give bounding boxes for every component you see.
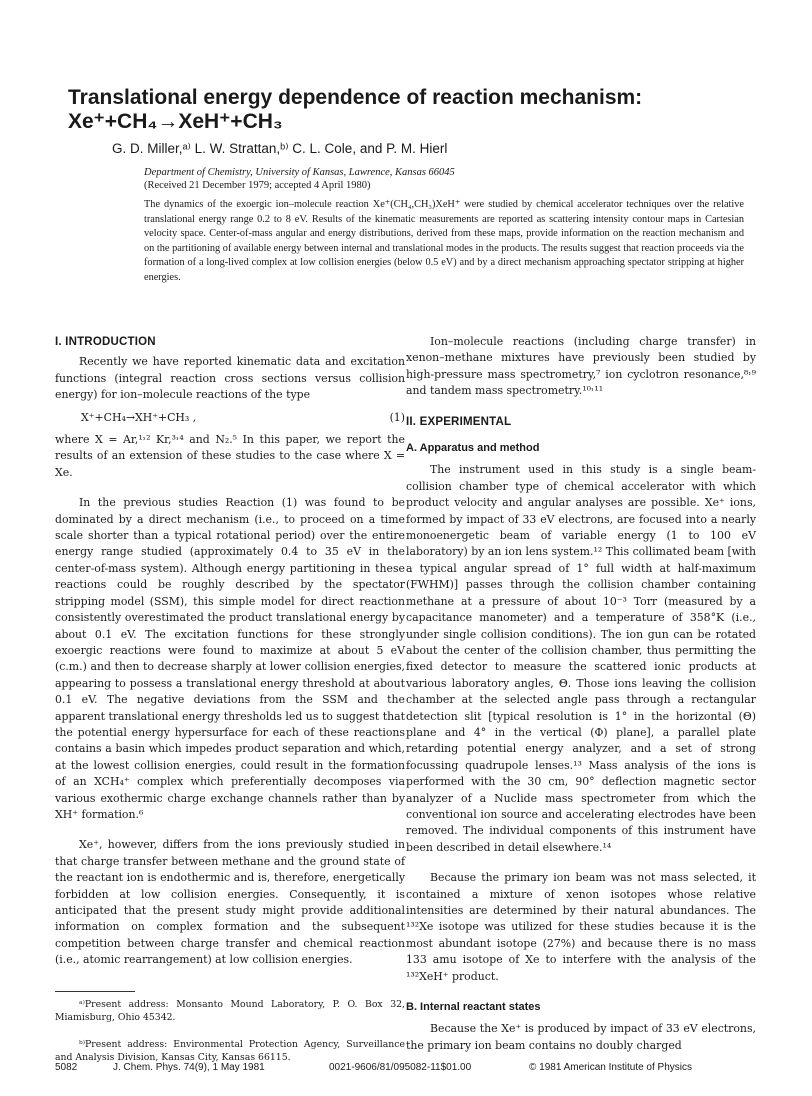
journal-citation: J. Chem. Phys. 74(9), 1 May 1981 <box>113 1062 265 1073</box>
equation-1-body: X⁺+CH₄→XH⁺+CH₃ , <box>81 410 197 424</box>
article-code: 0021-9606/81/095082-11$01.00 <box>329 1062 472 1073</box>
intro-paragraph-1-cont: where X = Ar,¹˒² Kr,³˒⁴ and N₂.⁵ In this paper, we report the results of an extension of these studies to the case where X = Xe. <box>55 433 405 479</box>
apparatus-paragraph-1: The instrument used in this study is a single beam-collision chamber type of chemical accelerator with which product velocity and angular analyses are possible. Xe⁺ ions, formed by impact of 33 eV electrons, are focused into a nearly monoenergetic beam of variable energy (1 to 100 eV laboratory) by an ion lens system.¹² This collimated beam [with a typical angular spread of 1° full width at half-maximum (FWHM)] passes through the collision chamber containing methane at a pressure of about 10⁻³ Torr (measured by a capacitance manometer) and a temperature of 358°K (i.e., under single collision conditions). The ion gun can be rotated about the center of the collision chamber, thus permitting the fixed detector to measure the scattered ionic products at various laboratory angles, Θ. Those ions leaving the collision chamber at the selected angle pass through a rectangular detection slit [typical resolution is 1° in the horizontal (Θ) plane and 4° in the vertical (Φ) plane], a parallel plate retarding potential energy analyzer, and a set of strong focussing quadrupole lenses.¹³ Mass analysis of the ions is performed with the 30 cm, 90° deflection magnetic sector analyzer of a Nuclide mass spectrometer from which the conventional ion source and accelerating electrodes have been removed. The individual components of this instrument have been described in detail elsewhere.¹⁴ <box>406 463 756 854</box>
author-list: G. D. Miller,ᵃ⁾ L. W. Strattan,ᵇ⁾ C. L. Cole, and P. M. Hierl <box>112 141 448 156</box>
footnote-separator <box>55 991 135 992</box>
right-column <box>406 334 756 1054</box>
subsection-heading-internal-states: B. Internal reactant states <box>406 1001 541 1014</box>
copyright: © 1981 American Institute of Physics <box>529 1062 693 1073</box>
received-dates: (Received 21 December 1979; accepted 4 April 1980) <box>144 180 371 191</box>
affiliation-block <box>144 166 455 192</box>
equation-1 <box>81 410 405 426</box>
abstract: The dynamics of the exoergic ion–molecule reaction Xe⁺(CH₄,CH₃)XeH⁺ were studied by chemical accelerator techniques over the relative translational energy range 0.2 to 8 eV. Results of the kinematic measurements are reported as scattering intensity contour maps in Cartesian velocity space. Center-of-mass angular and energy distributions, derived from these maps, provide information on the reaction mechanism and on the partitioning of available energy between internal and translational modes in the products. The results suggest that reaction proceeds via the formation of a long-lived complex at low collision energies (below 0.5 eV) and by a direct mechanism approaching spectator stripping at higher energies. <box>144 199 744 283</box>
intro-paragraph-1: Recently we have reported kinematic data and excitation functions (integral reaction cross sections versus collision energy) for ion–molecule reactions of the type <box>55 355 405 402</box>
left-column <box>55 334 405 1064</box>
title-line-1: Translational energy dependence of reaction mechanism: <box>68 86 643 109</box>
equation-1-number: (1) <box>389 410 405 424</box>
page-number: 5082 <box>55 1062 78 1073</box>
section-heading-experimental: II. EXPERIMENTAL <box>406 415 512 428</box>
intro-paragraph-4: Ion–molecule reactions (including charge transfer) in xenon–methane mixtures have previously been studied by high-pressure mass spectrometry,⁷ ion cyclotron resonance,⁸˒⁹ and tandem mass spectrometry.¹⁰˒¹¹ <box>406 335 756 398</box>
footnote-b: ᵇ⁾Present address: Environmental Protection Agency, Surveillance and Analysis Division, Kansas City, Kansas 66115. <box>55 1038 405 1063</box>
intro-paragraph-2: In the previous studies Reaction (1) was found to be dominated by a direct mechanism (i.e., to proceed on a time scale shorter than a typical rotational period) over the entire energy range studied (approximately 0.4 to 35 eV in the center-of-mass system). Although energy partitioning in these reactions could be roughly described by the spectator stripping model (SSM), this simple model for direct reaction consistently overestimated the product translational energy by about 0.1 eV. The excitation functions for these strongly exoergic reactions were found to maximize at about 5 eV (c.m.) and then to decrease sharply at lower collision energies, appearing to possess a translational energy threshold at about 0.1 eV. The negative deviations from the SSM and the apparent translational energy thresholds led us to suggest that the potential energy hypersurface for each of these reactions contains a basin which impedes product separation and which, at the lowest collision energies, could result in the formation of an XCH₄⁺ complex which preferentially decomposes via various exothermic charge exchange channels rather than by XH⁺ formation.⁶ <box>55 496 405 821</box>
footnote-a: ᵃ⁾Present address: Monsanto Mound Laboratory, P. O. Box 32, Miamisburg, Ohio 45342. <box>55 998 405 1023</box>
intro-paragraph-3: Xe⁺, however, differs from the ions previously studied in that charge transfer between methane and the ground state of the reactant ion is endothermic and is, therefore, energetically forbidden at low collision energies. Consequently, it is anticipated that the present study might provide additional information on complex formation and the subsequent competition between charge transfer and chemical reaction (i.e., atomic rearrangement) at low collision energies. <box>55 838 405 967</box>
subsection-heading-apparatus: A. Apparatus and method <box>406 442 540 455</box>
apparatus-paragraph-2: Because the primary ion beam was not mass selected, it contained a mixture of xenon isotopes whose relative intensities are determined by their natural abundances. The ¹³²Xe isotope was utilized for these studies because it is the most abundant isotope (27%) and because there is no mass 133 amu isotope of Xe to interfere with the analysis of the ¹³²XeH⁺ product. <box>406 871 756 983</box>
page-footer <box>55 1062 755 1073</box>
internal-states-paragraph: Because the Xe⁺ is produced by impact of 33 eV electrons, the primary ion beam contains no doubly charged <box>406 1022 756 1052</box>
affiliation: Department of Chemistry, University of Kansas, Lawrence, Kansas 66045 <box>144 167 455 178</box>
section-heading-introduction: I. INTRODUCTION <box>55 336 156 348</box>
article-title <box>68 86 768 134</box>
title-line-2: Xe⁺+CH₄→XeH⁺+CH₃ <box>68 110 283 133</box>
